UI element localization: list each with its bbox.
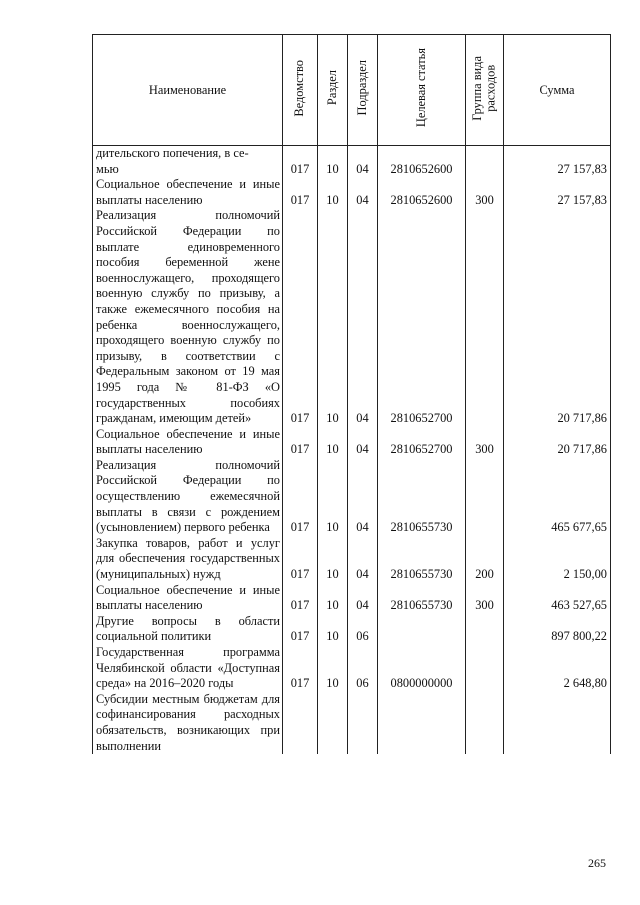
cell-sum: 27 157,83	[504, 177, 611, 208]
table-body	[93, 146, 611, 755]
cell-pod: 06	[348, 645, 378, 692]
header-gruppa-line2: расходов	[483, 64, 498, 112]
cell-grp	[466, 692, 504, 754]
cell-pod	[348, 692, 378, 754]
header-ved-label: Ведомство	[292, 59, 307, 117]
cell-grp	[466, 458, 504, 536]
cell-raz: 10	[318, 146, 348, 178]
cell-ved: 017	[283, 583, 318, 614]
cell-name: Государственная программа Челябинской области «Доступная среда» на 2016–2020 годы	[93, 645, 283, 692]
cell-cel	[378, 692, 466, 754]
cell-sum: 2 648,80	[504, 645, 611, 692]
cell-cel: 2810652700	[378, 208, 466, 426]
table-row	[93, 177, 611, 208]
cell-ved: 017	[283, 645, 318, 692]
cell-name: Социальное обеспечение и иные выплаты населению	[93, 177, 283, 208]
cell-ved: 017	[283, 208, 318, 426]
header-podrazdel-label: Подраздел	[354, 60, 369, 116]
cell-grp	[466, 208, 504, 426]
table-row	[93, 645, 611, 692]
cell-grp	[466, 146, 504, 178]
header-name: Наименование	[93, 35, 283, 146]
header-razdel	[318, 35, 348, 146]
cell-ved: 017	[283, 427, 318, 458]
cell-sum: 2 150,00	[504, 536, 611, 583]
cell-cel: 2810652600	[378, 177, 466, 208]
cell-grp	[466, 645, 504, 692]
table-row	[93, 208, 611, 426]
cell-grp: 300	[466, 583, 504, 614]
cell-sum: 27 157,83	[504, 146, 611, 178]
cell-ved: 017	[283, 458, 318, 536]
cell-grp: 300	[466, 177, 504, 208]
header-gruppa-line1: Группа вида	[469, 55, 484, 121]
cell-raz: 10	[318, 458, 348, 536]
cell-pod: 04	[348, 208, 378, 426]
cell-pod: 04	[348, 458, 378, 536]
cell-name: Другие вопросы в области социальной политики	[93, 614, 283, 645]
cell-grp: 300	[466, 427, 504, 458]
cell-sum: 897 800,22	[504, 614, 611, 645]
cell-raz	[318, 692, 348, 754]
table-row	[93, 427, 611, 458]
cell-raz: 10	[318, 427, 348, 458]
cell-ved: 017	[283, 146, 318, 178]
table-row	[93, 536, 611, 583]
header-gruppa-label	[471, 56, 498, 121]
cell-cel: 2810655730	[378, 458, 466, 536]
cell-pod: 06	[348, 614, 378, 645]
cell-ved: 017	[283, 614, 318, 645]
cell-raz: 10	[318, 614, 348, 645]
cell-name: Реализация полномочий Российской Федерации по осуществлению ежемесячной выплаты в связи с рождением (усыновлением) первого ребенка	[93, 458, 283, 536]
table-row	[93, 692, 611, 754]
page-number: 265	[588, 856, 606, 870]
cell-pod: 04	[348, 583, 378, 614]
cell-name: Социальное обеспечение и иные выплаты населению	[93, 583, 283, 614]
cell-raz: 10	[318, 177, 348, 208]
cell-raz: 10	[318, 645, 348, 692]
cell-ved: 017	[283, 177, 318, 208]
cell-sum: 463 527,65	[504, 583, 611, 614]
header-podrazdel	[348, 35, 378, 146]
cell-name: дительского попечения, в се- мью	[93, 146, 283, 178]
header-razdel-label: Раздел	[324, 70, 339, 106]
cell-raz: 10	[318, 208, 348, 426]
cell-cel: 2810655730	[378, 583, 466, 614]
cell-sum	[504, 692, 611, 754]
cell-raz: 10	[318, 536, 348, 583]
cell-pod: 04	[348, 427, 378, 458]
cell-cel	[378, 614, 466, 645]
cell-sum: 465 677,65	[504, 458, 611, 536]
cell-pod: 04	[348, 177, 378, 208]
cell-pod: 04	[348, 146, 378, 178]
table-row	[93, 146, 611, 178]
cell-pod: 04	[348, 536, 378, 583]
table-header-row	[93, 35, 611, 146]
table-row	[93, 614, 611, 645]
cell-grp	[466, 614, 504, 645]
budget-table	[92, 34, 611, 754]
cell-name: Закупка товаров, работ и услуг для обеспечения государственных (муниципальных) нужд	[93, 536, 283, 583]
header-celevaya-label: Целевая статья	[413, 48, 428, 128]
table-row	[93, 458, 611, 536]
cell-cel: 0800000000	[378, 645, 466, 692]
cell-name: Социальное обеспечение и иные выплаты населению	[93, 427, 283, 458]
cell-ved	[283, 692, 318, 754]
cell-raz: 10	[318, 583, 348, 614]
cell-ved: 017	[283, 536, 318, 583]
table-row	[93, 583, 611, 614]
cell-cel: 2810652700	[378, 427, 466, 458]
cell-grp: 200	[466, 536, 504, 583]
header-ved	[283, 35, 318, 146]
cell-cel: 2810655730	[378, 536, 466, 583]
header-gruppa	[466, 35, 504, 146]
cell-name: Реализация полномочий Российской Федерации по выплате единовременного пособия беременной жене военнослужащего, проходящего военную службу по призыву, а также ежемесячного пособия на ребенка военнослужащего, проходящего военную службу по призыву, в соответствии с Федеральным законом от 19 мая 1995 года № 81-ФЗ «О государственных пособиях гражданам, имеющим детей»	[93, 208, 283, 426]
cell-sum: 20 717,86	[504, 427, 611, 458]
cell-cel: 2810652600	[378, 146, 466, 178]
header-summa: Сумма	[504, 35, 611, 146]
header-celevaya	[378, 35, 466, 146]
cell-sum: 20 717,86	[504, 208, 611, 426]
cell-name: Субсидии местным бюджетам для софинансирования расходных обязательств, возникающих при выполнении	[93, 692, 283, 754]
